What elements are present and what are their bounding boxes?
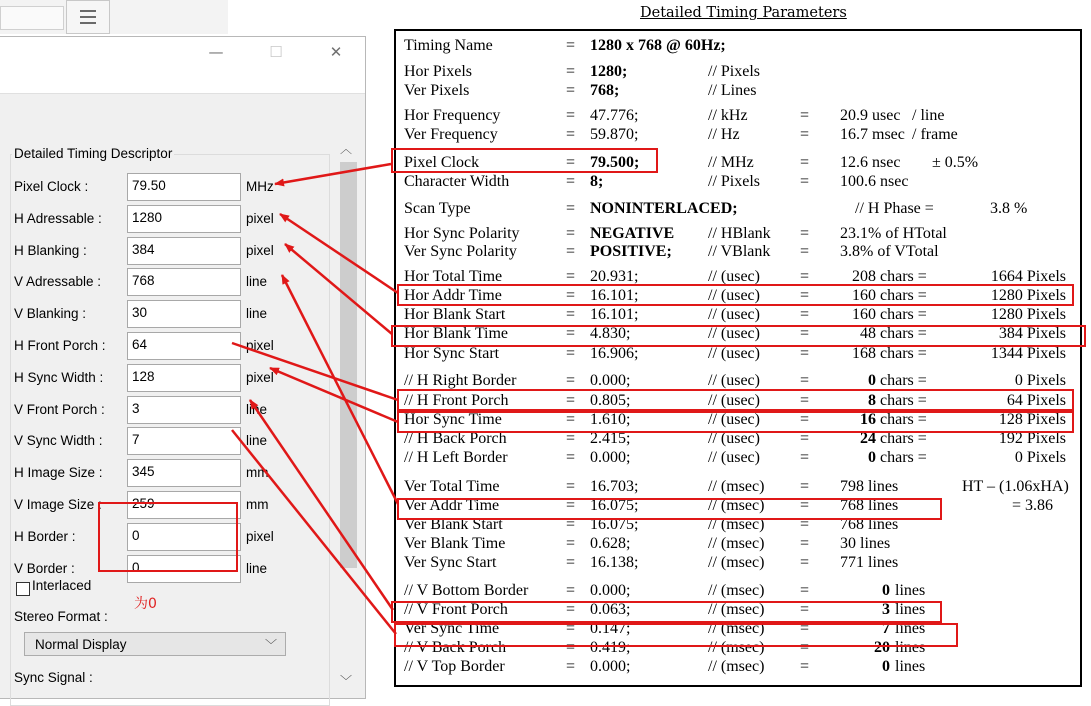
timing-ch: chars = xyxy=(880,306,927,323)
field-unit: mm xyxy=(246,465,269,481)
field-input[interactable]: 7 xyxy=(127,427,241,455)
field-input[interactable]: 30 xyxy=(127,300,241,328)
timing-e2: = xyxy=(800,582,810,599)
timing-n: Ver Sync Start xyxy=(404,554,497,571)
field-input[interactable]: 0 xyxy=(127,523,241,551)
timing-c1: 20.9 usec xyxy=(840,107,901,124)
timing-lnb: 3 xyxy=(882,601,890,618)
timing-n: Hor Sync Start xyxy=(404,345,500,362)
timing-e2: = xyxy=(800,620,810,637)
timing-v: 16.101; xyxy=(590,287,639,304)
highlight-hor-blank xyxy=(391,325,1086,347)
highlight-hor-addr xyxy=(397,284,1074,306)
scroll-down-icon[interactable]: ﹀ xyxy=(340,674,353,688)
timing-c2: / frame xyxy=(912,126,958,143)
timing-px: 192 Pixels xyxy=(998,430,1066,447)
timing-px: 128 Pixels xyxy=(998,411,1066,428)
timing-c2: 3.8 % xyxy=(990,200,1028,217)
timing-ch: chars = xyxy=(880,411,927,428)
field-unit: line xyxy=(246,560,268,576)
timing-eq: = xyxy=(566,225,576,242)
timing-n: // H Back Porch xyxy=(404,430,507,447)
timing-x: HT – (1.06xHA) xyxy=(962,478,1069,495)
timing-u: // kHz xyxy=(708,107,748,124)
field-input[interactable]: 64 xyxy=(127,332,241,360)
timing-e2: = xyxy=(800,639,810,656)
close-icon[interactable]: ✕ xyxy=(329,43,343,61)
timing-eq: = xyxy=(566,287,576,304)
timing-eq: = xyxy=(566,243,576,260)
scrollbar-thumb[interactable] xyxy=(340,162,357,568)
timing-v: 16.075; xyxy=(590,516,639,533)
field-unit: pixel xyxy=(246,210,274,226)
timing-px: 1280 Pixels xyxy=(990,287,1066,304)
timing-v: 4.830; xyxy=(590,325,631,342)
timing-u: // (usec) xyxy=(708,372,760,389)
timing-e2: = xyxy=(800,601,810,618)
field-unit: pixel xyxy=(246,369,274,385)
timing-n: Hor Frequency xyxy=(404,107,501,124)
timing-n: // H Left Border xyxy=(404,449,508,466)
timing-k: 160 xyxy=(852,306,876,323)
highlight-ver-addr xyxy=(397,498,942,520)
timing-eq: = xyxy=(566,497,576,514)
timing-ln: 798 lines xyxy=(840,478,899,495)
list-view-button[interactable] xyxy=(66,0,110,34)
timing-n: Ver Frequency xyxy=(404,126,498,143)
timing-n: // H Front Porch xyxy=(404,392,509,409)
field-input[interactable]: 0 xyxy=(127,555,241,583)
field-input[interactable]: 768 xyxy=(127,268,241,296)
field-row xyxy=(0,396,330,424)
timing-k: 48 xyxy=(860,325,876,342)
timing-v: 16.101; xyxy=(590,306,639,323)
timing-v: 0.805; xyxy=(590,392,631,409)
timing-u: // (usec) xyxy=(708,306,760,323)
timing-n: Timing Name xyxy=(404,37,493,54)
timing-eq: = xyxy=(566,325,576,342)
timing-v: 1280; xyxy=(590,63,628,80)
timing-eq: = xyxy=(566,268,576,285)
timing-ln: 771 lines xyxy=(840,554,899,571)
field-unit: pixel xyxy=(246,242,274,258)
field-input[interactable]: 79.50 xyxy=(127,173,241,201)
field-unit: line xyxy=(246,401,268,417)
timing-e2: = xyxy=(800,126,810,143)
timing-v: 16.075; xyxy=(590,497,639,514)
field-input[interactable]: 128 xyxy=(127,364,241,392)
timing-lnt: lines xyxy=(895,582,926,599)
timing-ch: chars = xyxy=(880,325,927,342)
border-fields-highlight xyxy=(98,502,238,572)
field-label: V Adressable : xyxy=(14,274,102,290)
timing-n: Hor Sync Time xyxy=(404,411,502,428)
timing-e2: = xyxy=(800,535,810,552)
timing-v: 0.000; xyxy=(590,658,631,675)
timing-n: Hor Addr Time xyxy=(404,287,502,304)
field-label: Pixel Clock : xyxy=(14,179,89,194)
timing-u: // (usec) xyxy=(708,268,760,285)
timing-eq: = xyxy=(566,107,576,124)
timing-lnt: lines xyxy=(895,620,926,637)
timing-k: 8 xyxy=(868,392,876,409)
field-row xyxy=(0,173,330,201)
timing-v: POSITIVE; xyxy=(590,243,672,260)
timing-u: // (usec) xyxy=(708,430,760,447)
timing-lnt: lines xyxy=(895,658,926,675)
zero-note: 为0 xyxy=(134,596,157,612)
timing-c1: 100.6 nsec xyxy=(840,173,909,190)
field-input[interactable]: 384 xyxy=(127,237,241,265)
timing-e2: = xyxy=(800,107,810,124)
timing-u: // (usec) xyxy=(708,411,760,428)
timing-eq: = xyxy=(566,63,576,80)
timing-n: Pixel Clock xyxy=(404,154,480,171)
timing-n: Ver Sync Polarity xyxy=(404,243,517,260)
timing-k: 16 xyxy=(860,411,876,428)
timing-e2: = xyxy=(800,516,810,533)
sync-signal-label: Sync Signal : xyxy=(14,670,93,685)
timing-u: // Pixels xyxy=(708,63,761,80)
field-row xyxy=(0,268,330,296)
timing-eq: = xyxy=(566,372,576,389)
timing-px: 1664 Pixels xyxy=(990,268,1066,285)
timing-v: 0.063; xyxy=(590,601,631,618)
chevron-down-icon: ﹀ xyxy=(264,638,277,652)
timing-eq: = xyxy=(566,582,576,599)
stereo-format-select[interactable] xyxy=(24,632,286,656)
timing-n: Hor Sync Polarity xyxy=(404,225,520,242)
timing-e2: = xyxy=(800,345,810,362)
timing-u: // (usec) xyxy=(708,449,760,466)
timing-v: 16.906; xyxy=(590,345,639,362)
field-row xyxy=(0,364,330,392)
field-label: V Front Porch : xyxy=(14,401,105,417)
field-unit: line xyxy=(246,274,268,290)
timing-px: 0 Pixels xyxy=(1014,372,1066,389)
timing-eq: = xyxy=(566,430,576,447)
timing-eq: = xyxy=(566,449,576,466)
stereo-format-label: Stereo Format : xyxy=(14,609,108,624)
timing-e2: = xyxy=(800,497,810,514)
timing-v: 768; xyxy=(590,82,620,99)
timing-u: // (usec) xyxy=(708,345,760,362)
timing-n: Ver Blank Start xyxy=(404,516,503,533)
timing-lnt: lines xyxy=(895,639,926,656)
timing-e2: = xyxy=(800,449,810,466)
timing-u: // H Phase = xyxy=(855,200,934,217)
timing-ch: chars = xyxy=(880,449,927,466)
timing-u: // (msec) xyxy=(708,516,765,533)
timing-n: // V Top Border xyxy=(404,658,505,675)
timing-v: NEGATIVE xyxy=(590,225,675,242)
field-unit: line xyxy=(246,306,268,322)
timing-eq: = xyxy=(566,620,576,637)
timing-ch: chars = xyxy=(880,372,927,389)
timing-v: 0.000; xyxy=(590,372,631,389)
highlight-ver-sync xyxy=(394,623,958,647)
timing-n: Ver Addr Time xyxy=(404,497,500,514)
timing-ch: chars = xyxy=(880,392,927,409)
timing-e2: = xyxy=(800,173,810,190)
timing-u: // (msec) xyxy=(708,478,765,495)
field-row xyxy=(0,300,330,328)
field-label: H Front Porch : xyxy=(14,338,106,353)
highlight-pixel-clock xyxy=(391,148,658,173)
timing-n: // H Right Border xyxy=(404,372,517,389)
timing-u: // Pixels xyxy=(708,173,761,190)
timing-px: 64 Pixels xyxy=(1006,392,1066,409)
field-label: V Border : xyxy=(14,560,75,576)
timing-eq: = xyxy=(566,345,576,362)
timing-px: 1280 Pixels xyxy=(990,306,1066,323)
background-field xyxy=(0,6,64,30)
timing-u: // (msec) xyxy=(708,554,765,571)
field-input[interactable]: 1280 xyxy=(127,205,241,233)
timing-v: 8; xyxy=(590,173,604,190)
highlight-hor-sync xyxy=(397,411,1074,433)
timing-lnb: 0 xyxy=(882,658,890,675)
field-input[interactable]: 259 xyxy=(127,491,241,519)
field-unit: pixel xyxy=(246,338,274,353)
timing-v: 0.000; xyxy=(590,582,631,599)
timing-e2: = xyxy=(800,411,810,428)
timing-c1: 12.6 nsec xyxy=(840,154,901,171)
timing-e2: = xyxy=(800,287,810,304)
timing-eq: = xyxy=(566,658,576,675)
timing-e2: = xyxy=(800,430,810,447)
timing-eq: = xyxy=(566,639,576,656)
field-row xyxy=(0,332,330,360)
timing-e2: = xyxy=(800,392,810,409)
timing-n: Ver Total Time xyxy=(404,478,500,495)
field-unit: line xyxy=(246,433,268,449)
field-row xyxy=(0,459,330,487)
timing-v: 1.610; xyxy=(590,411,631,428)
timing-c1: 23.1% of HTotal xyxy=(840,225,947,242)
field-unit: pixel xyxy=(246,528,274,544)
timing-e2: = xyxy=(800,658,810,675)
timing-eq: = xyxy=(566,411,576,428)
title-bar xyxy=(0,37,365,67)
timing-u: // (msec) xyxy=(708,620,765,637)
field-label: H Adressable : xyxy=(14,210,102,226)
timing-n: // V Front Porch xyxy=(404,601,508,618)
timing-eq: = xyxy=(566,200,576,217)
timing-k: 168 xyxy=(852,345,876,362)
timing-c1: 16.7 msec xyxy=(840,126,905,143)
timing-n: // V Bottom Border xyxy=(404,582,529,599)
timing-u: // (msec) xyxy=(708,639,765,656)
timing-v: 1280 x 768 @ 60Hz; xyxy=(590,37,726,54)
field-input[interactable]: 3 xyxy=(127,396,241,424)
timing-e2: = xyxy=(800,243,810,260)
timing-v: 2.415; xyxy=(590,430,631,447)
timing-px: 1344 Pixels xyxy=(990,345,1066,362)
timing-e2: = xyxy=(800,268,810,285)
timing-ln: 768 lines xyxy=(840,497,899,514)
stereo-format-value: Normal Display xyxy=(35,637,127,652)
timing-v: 79.500; xyxy=(590,154,640,171)
timing-n: // V Back Porch xyxy=(404,639,507,656)
timing-v: 0.628; xyxy=(590,535,631,552)
timing-u: // (msec) xyxy=(708,497,765,514)
timing-c1: 3.8% of VTotal xyxy=(840,243,939,260)
timing-eq: = xyxy=(566,37,576,54)
highlight-v-front-porch xyxy=(391,601,942,623)
timing-ln: 768 lines xyxy=(840,516,899,533)
field-unit: MHz xyxy=(246,179,274,194)
timing-n: Character Width xyxy=(404,173,510,190)
menu-strip xyxy=(0,67,365,94)
timing-eq: = xyxy=(566,554,576,571)
field-label: V Blanking : xyxy=(14,306,87,322)
background-window-strip xyxy=(0,0,228,34)
timing-eq: = xyxy=(566,154,576,171)
timing-e2: = xyxy=(800,478,810,495)
interlaced-checkbox[interactable] xyxy=(16,582,30,596)
timing-u: // MHz xyxy=(708,154,754,171)
timing-k: 24 xyxy=(860,430,876,447)
field-unit: mm xyxy=(246,497,269,512)
timing-n: Hor Total Time xyxy=(404,268,503,285)
timing-k: 0 xyxy=(868,372,876,389)
timing-eq: = xyxy=(566,392,576,409)
timing-u: // (msec) xyxy=(708,535,765,552)
timing-v: 59.870; xyxy=(590,126,639,143)
timing-ch: chars = xyxy=(880,268,927,285)
timing-u: // HBlank xyxy=(708,225,771,242)
timing-n: Hor Blank Time xyxy=(404,325,509,342)
timing-k: 208 xyxy=(852,268,876,285)
timing-px: 0 Pixels xyxy=(1014,449,1066,466)
timing-ch: chars = xyxy=(880,430,927,447)
timing-title: Detailed Timing Parameters xyxy=(640,5,847,21)
field-row xyxy=(0,427,330,455)
timing-v: 0.000; xyxy=(590,449,631,466)
field-row xyxy=(0,237,330,265)
timing-u: // VBlank xyxy=(708,243,771,260)
timing-u: // (usec) xyxy=(708,287,760,304)
maximize-icon[interactable]: ☐ xyxy=(269,43,283,61)
timing-u: // Hz xyxy=(708,126,740,143)
timing-v: 0.147; xyxy=(590,620,631,637)
timing-e2: = xyxy=(800,306,810,323)
timing-e2: = xyxy=(800,554,810,571)
timing-v: NONINTERLACED; xyxy=(590,200,738,217)
highlight-h-front-porch xyxy=(397,389,1074,411)
timing-e2: = xyxy=(800,372,810,389)
field-label: H Blanking : xyxy=(14,242,87,258)
timing-k: 160 xyxy=(852,287,876,304)
timing-n: Ver Sync Time xyxy=(404,620,500,637)
timing-x: = 3.86 xyxy=(1012,497,1054,514)
timing-eq: = xyxy=(566,601,576,618)
timing-u: // (usec) xyxy=(708,325,760,342)
timing-v: 0.419; xyxy=(590,639,631,656)
timing-v: 20.931; xyxy=(590,268,639,285)
timing-u: // Lines xyxy=(708,82,757,99)
timing-e2: = xyxy=(800,325,810,342)
timing-k: 0 xyxy=(868,449,876,466)
field-label: H Sync Width : xyxy=(14,369,104,385)
timing-u: // (usec) xyxy=(708,392,760,409)
timing-e2: = xyxy=(800,154,810,171)
scroll-up-icon[interactable]: ︿ xyxy=(340,142,353,156)
timing-lnb: 7 xyxy=(882,620,890,637)
timing-eq: = xyxy=(566,126,576,143)
timing-lnb: 20 xyxy=(874,639,890,656)
field-label: V Sync Width : xyxy=(14,433,103,449)
timing-n: Hor Blank Start xyxy=(404,306,506,323)
timing-eq: = xyxy=(566,516,576,533)
timing-u: // (msec) xyxy=(708,601,765,618)
timing-ch: chars = xyxy=(880,287,927,304)
timing-n: Ver Blank Time xyxy=(404,535,506,552)
timing-eq: = xyxy=(566,478,576,495)
timing-lnb: 0 xyxy=(882,582,890,599)
timing-ch: chars = xyxy=(880,345,927,362)
timing-n: Ver Pixels xyxy=(404,82,470,99)
timing-ln: 30 lines xyxy=(840,535,891,552)
timing-c2: ± 0.5% xyxy=(932,154,979,171)
timing-c2: / line xyxy=(912,107,945,124)
timing-lnt: lines xyxy=(895,601,926,618)
timing-e2: = xyxy=(800,225,810,242)
timing-eq: = xyxy=(566,306,576,323)
timing-px: 384 Pixels xyxy=(998,325,1066,342)
group-title: Detailed Timing Descriptor xyxy=(14,146,173,161)
field-input[interactable]: 345 xyxy=(127,459,241,487)
timing-eq: = xyxy=(566,82,576,99)
timing-u: // (msec) xyxy=(708,658,765,675)
timing-n: Hor Pixels xyxy=(404,63,472,80)
timing-eq: = xyxy=(566,173,576,190)
field-row xyxy=(0,205,330,233)
timing-u: // (msec) xyxy=(708,582,765,599)
timing-v: 16.138; xyxy=(590,554,639,571)
field-label: H Image Size : xyxy=(14,465,103,481)
field-label: H Border : xyxy=(14,528,76,544)
timing-v: 47.776; xyxy=(590,107,639,124)
interlaced-label: Interlaced xyxy=(32,578,92,593)
field-label: V Image Size : xyxy=(14,497,102,512)
timing-eq: = xyxy=(566,535,576,552)
timing-v: 16.703; xyxy=(590,478,639,495)
minimize-icon[interactable]: — xyxy=(208,43,224,61)
timing-n: Scan Type xyxy=(404,200,471,217)
